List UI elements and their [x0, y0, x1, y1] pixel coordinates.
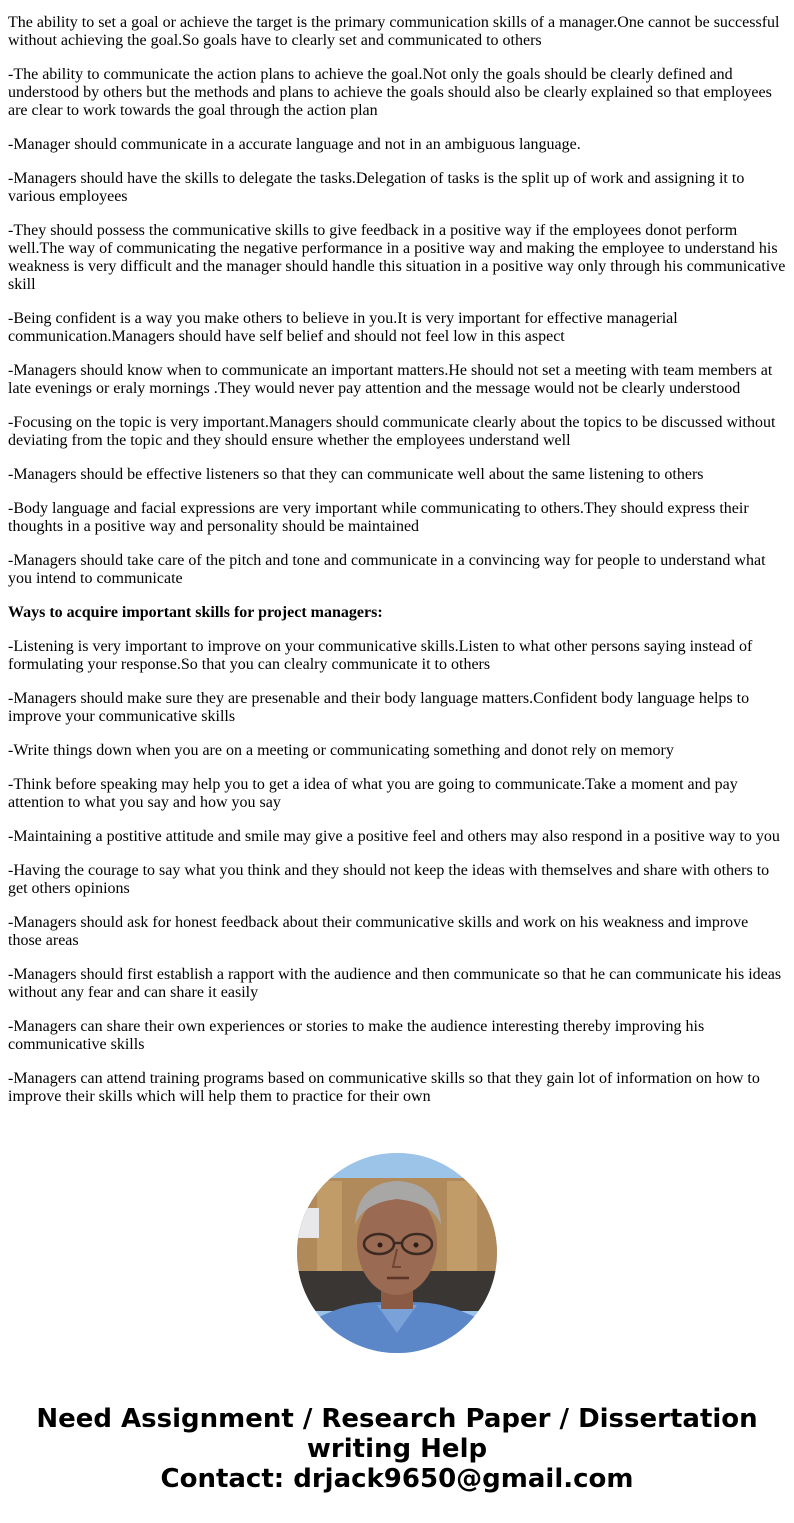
- tip-paragraph: -Managers should ask for honest feedback about their communicative skills and work on his weakness and improve those areas: [8, 914, 749, 949]
- tip-paragraph: -Managers can share their own experiences or stories to make the audience interesting thereby improving his communicative skills: [8, 1018, 705, 1053]
- tip-paragraph: -Think before speaking may help you to get a idea of what you are going to communicate.Take a moment and pay attention to what you say and how you say: [8, 776, 738, 811]
- tip-paragraph: -Having the courage to say what you think and they should not keep the ideas with themselves and share with others to get others opinions: [8, 862, 770, 897]
- paragraph: -Focusing on the topic is very important.Managers should communicate clearly about the topics to be discussed without deviating from the topic and they should ensure whether the employees understand well: [8, 414, 776, 449]
- paragraph: -Managers should be effective listeners so that they can communicate well about the same listening to others: [8, 466, 704, 483]
- tip-paragraph: -Write things down when you are on a meeting or communicating something and donot rely on memory: [8, 742, 674, 759]
- portrait-container: [0, 1153, 794, 1353]
- promo-line-1: Need Assignment / Research Paper / Dissertation: [36, 1404, 758, 1434]
- paragraph: -Managers should have the skills to delegate the tasks.Delegation of tasks is the split up of work and assigning it to various employees: [8, 170, 745, 205]
- portrait-photo-icon: [297, 1153, 497, 1353]
- section-heading: Ways to acquire important skills for project managers:: [8, 604, 383, 621]
- tip-paragraph: -Managers should first establish a rapport with the audience and then communicate so that he can communicate his ideas without any fear and can share it easily: [8, 966, 782, 1001]
- paragraph: -Being confident is a way you make others to believe in you.It is very important for effective managerial communication.Managers should have self belief and should not feel low in this aspect: [8, 310, 678, 345]
- tip-paragraph: -Maintaining a postitive attitude and smile may give a positive feel and others may also respond in a positive way to you: [8, 828, 780, 845]
- paragraph: -They should possess the communicative skills to give feedback in a positive way if the employees donot perform well.The way of communicating the negative performance in a positive way and making the employee to understand his weakness is very difficult and the manager should handle this situation in a positive way only through his communicative skill: [8, 222, 786, 293]
- paragraph: -Body language and facial expressions are very important while communicating to others.They should express their thoughts in a positive way and personality should be maintained: [8, 500, 749, 535]
- promo-contact: Contact: drjack9650@gmail.com: [160, 1464, 634, 1494]
- paragraph: -Managers should know when to communicate an important matters.He should not set a meeting with team members at late evenings or eraly mornings .They would never pay attention and the message would not be clearly understood: [8, 362, 773, 397]
- avatar: [297, 1153, 497, 1353]
- paragraph: -Managers should take care of the pitch and tone and communicate in a convincing way for people to understand what you intend to communicate: [8, 552, 766, 587]
- promo-banner: [0, 1404, 794, 1494]
- paragraph: The ability to set a goal or achieve the target is the primary communication skills of a manager.One cannot be successful without achieving the goal.So goals have to clearly set and communicated to others: [8, 14, 780, 49]
- tip-paragraph: -Listening is very important to improve on your communicative skills.Listen to what other persons saying instead of formulating your response.So that you can clealry communicate it to others: [8, 638, 753, 673]
- paragraph: -The ability to communicate the action plans to achieve the goal.Not only the goals should be clearly defined and understood by others but the methods and plans to achieve the goals should also be clearly explained so that employees are clear to work towards the goal through the action plan: [8, 66, 772, 119]
- paragraph: -Manager should communicate in a accurate language and not in an ambiguous language.: [8, 136, 581, 153]
- tip-paragraph: -Managers should make sure they are presenable and their body language matters.Confident body language helps to improve your communicative skills: [8, 690, 750, 725]
- tip-paragraph: -Managers can attend training programs based on communicative skills so that they gain lot of information on how to improve their skills which will help them to practice for their own: [8, 1070, 760, 1105]
- promo-line-2: writing Help: [306, 1434, 488, 1464]
